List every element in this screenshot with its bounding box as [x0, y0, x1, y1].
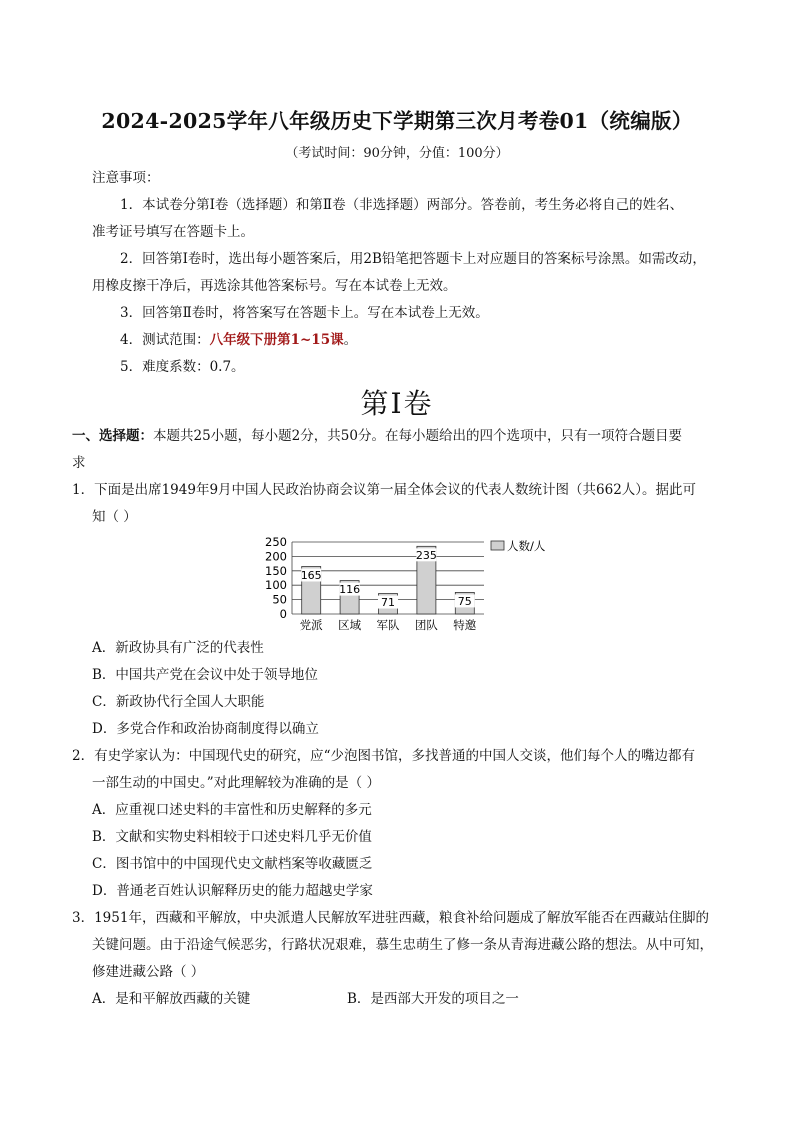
- q1-option-c: C．新政协代行全国人大职能: [92, 694, 265, 710]
- y-tick-label: 250: [265, 535, 287, 549]
- q3-option-a: A．是和平解放西藏的关键: [92, 991, 251, 1007]
- q2-option-b: B．文献和实物史料相较于口述史料几乎无价值: [92, 829, 372, 845]
- q2-stem-line-1: 2．有史学家认为：中国现代史的研究，应“少泡图书馆，多找普通的中国人交谈，他们每个人的嘴边都有: [72, 748, 695, 764]
- section-instructions-line-2: 求: [72, 455, 86, 471]
- data-label: 116: [339, 583, 361, 597]
- x-tick-label: 区域: [338, 618, 362, 632]
- x-tick-label: 党派: [299, 618, 323, 632]
- section-instructions-text: 本题共25小题，每小题2分，共50分。在每小题给出的四个选项中，只有一项符合题目要: [153, 428, 682, 444]
- x-tick-label: 军队: [376, 618, 400, 632]
- section-instructions: [72, 426, 682, 446]
- q3-stem-line-3: 修建进藏公路（ ）: [92, 964, 205, 980]
- exam-title: 2024-2025学年八年级历史下学期第三次月考卷01（统编版）: [101, 109, 693, 133]
- notice-item-4-prefix: 4．测试范围：: [120, 332, 210, 348]
- chart-legend-label: 人数/人: [507, 539, 546, 553]
- q3-stem-line-2: 关键问题。由于沿途气候恶劣，行路状况艰难，慕生忠萌生了修一条从青海进藏公路的想法。从中可知，: [92, 937, 713, 953]
- q1-option-b: B．中国共产党在会议中处于领导地位: [92, 667, 318, 683]
- delegates-bar-chart: [262, 533, 592, 635]
- q1-stem-line-1: 1．下面是出席1949年9月中国人民政治协商会议第一届全体会议的代表人数统计图（共662人）。据此可: [72, 482, 697, 498]
- chart-legend-swatch: [491, 541, 504, 550]
- section-instructions-prefix: 一、选择题：: [72, 428, 153, 444]
- q2-option-a: A．应重视口述史料的丰富性和历史解释的多元: [92, 802, 372, 818]
- section-heading: 第Ⅰ卷: [360, 387, 434, 420]
- y-tick-label: 50: [272, 592, 287, 607]
- notice-item-1-line-2: 准考证号填写在答题卡上。: [92, 224, 254, 240]
- notice-item-2-line-2: 用橡皮擦干净后，再选涂其他答案标号。写在本试卷上无效。: [92, 278, 457, 294]
- q1-option-d: D．多党合作和政治协商制度得以确立: [92, 721, 319, 737]
- data-label: 71: [381, 596, 395, 610]
- q1-stem-line-2: 知（ ）: [92, 509, 137, 525]
- notice-item-4-suffix: 。: [343, 332, 358, 348]
- notice-item-1-line-1: 1．本试卷分第Ⅰ卷（选择题）和第Ⅱ卷（非选择题）两部分。答卷前，考生务必将自己的姓名、: [120, 197, 684, 213]
- exam-subtitle: （考试时间：90分钟，分值：100分）: [285, 146, 509, 161]
- notice-heading: 注意事项：: [92, 170, 160, 186]
- q3-option-b: B．是西部大开发的项目之一: [347, 991, 519, 1007]
- test-range: 八年级下册第1~15课: [209, 332, 344, 348]
- y-tick-label: 100: [265, 578, 287, 593]
- notice-item-4: [120, 330, 357, 350]
- q1-option-a: A．新政协具有广泛的代表性: [92, 640, 264, 656]
- x-tick-label: 团队: [414, 618, 438, 632]
- data-label: 165: [300, 568, 322, 582]
- y-tick-label: 150: [265, 563, 287, 578]
- q3-stem-line-1: 3．1951年，西藏和平解放，中央派遣人民解放军进驻西藏，粮食补给问题成了解放军能否在西藏站住脚的: [72, 910, 709, 926]
- q2-option-c: C．图书馆中的中国现代史文献档案等收藏匮乏: [92, 856, 373, 872]
- y-tick-label: 200: [265, 549, 287, 564]
- data-label: 235: [415, 548, 437, 562]
- notice-item-2-line-1: 2．回答第Ⅰ卷时，选出每小题答案后，用2B铅笔把答题卡上对应题目的答案标号涂黑。如需改动，: [120, 251, 706, 267]
- chart-y-ticks: [265, 535, 287, 621]
- chart-x-labels: [300, 618, 477, 632]
- notice-item-3: 3．回答第Ⅱ卷时，将答案写在答题卡上。写在本试卷上无效。: [120, 305, 489, 321]
- x-tick-label: 特邀: [453, 618, 477, 632]
- notice-item-5: 5．难度系数：0.7。: [120, 359, 245, 375]
- q2-stem-line-2: 一部生动的中国史。”对此理解较为准确的是（ ）: [92, 775, 380, 791]
- chart-legend: [491, 539, 546, 553]
- data-label: 75: [457, 594, 472, 608]
- q2-option-d: D．普通老百姓认识解释历史的能力超越史学家: [92, 883, 373, 899]
- y-tick-label: 0: [279, 607, 287, 621]
